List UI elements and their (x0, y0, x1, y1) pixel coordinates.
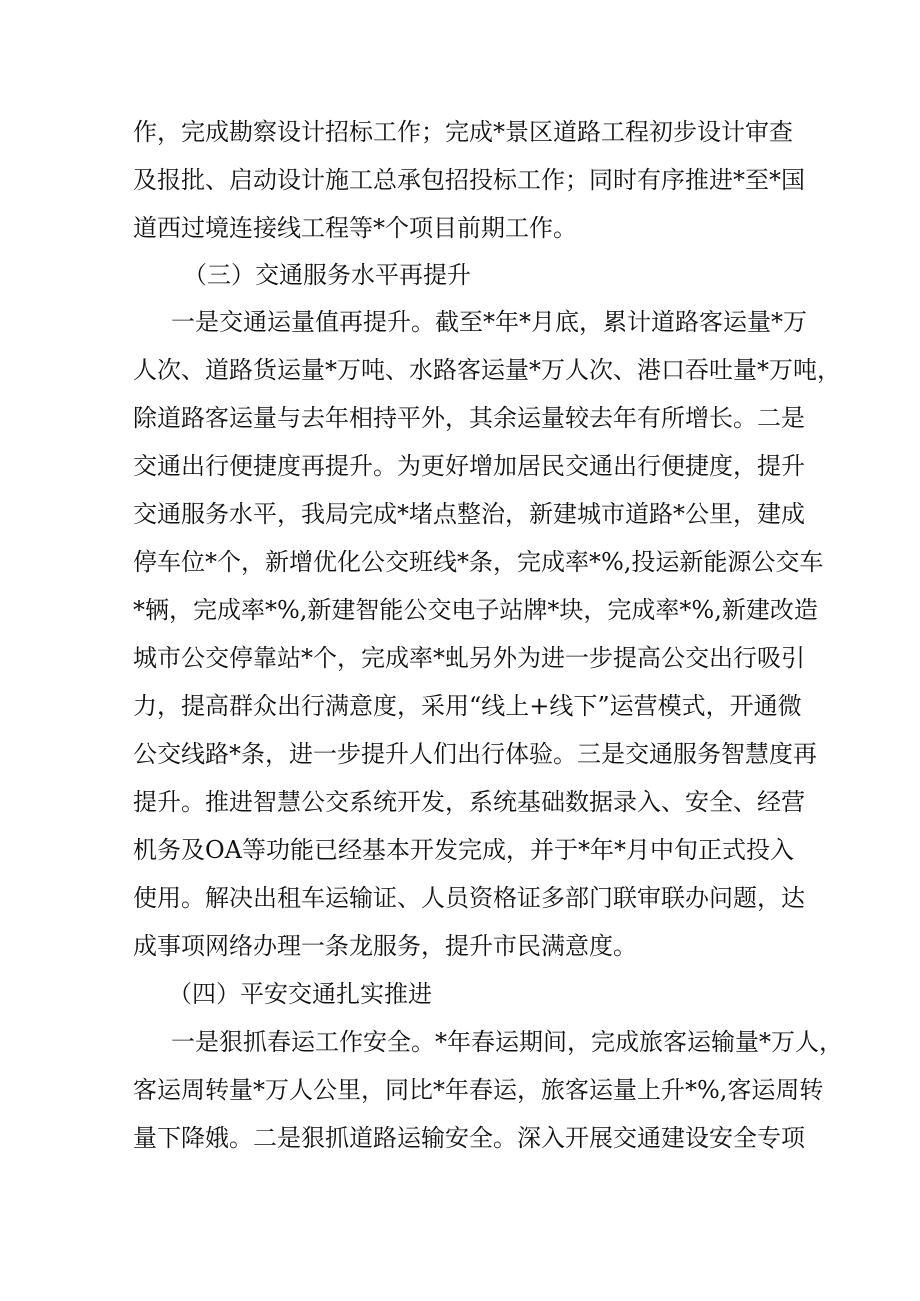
paragraph-line: *辆，完成率*%,新建智能公交电子站牌*块，完成率*%,新建改造 (133, 596, 818, 624)
paragraph-line: 除道路客运量与去年相持平外，其余运量较去年有所增长。二是 (133, 404, 805, 432)
paragraph-line: 作，完成勘察设计招标工作；完成*景区道路工程初步设计审查 (133, 118, 793, 146)
paragraph-line: 提升。推进智慧公交系统开发，系统基础数据录入、安全、经营 (133, 788, 805, 816)
paragraph-line: 机务及OA等功能已经基本开发完成，并于*年*月中旬正式投入 (133, 836, 795, 864)
paragraph-line: 公交线路*条，进一步提升人们出行体验。三是交通服务智慧度再 (133, 740, 817, 768)
paragraph-line: 使用。解决出租车运输证、人员资格证多部门联审联办问题，达 (133, 884, 805, 912)
paragraph-line: 力，提高群众出行满意度，采用“线上+线下”运营模式，开通微 (133, 692, 802, 720)
paragraph-line: 量下降娥。二是狠抓道路运输安全。深入开展交通建设安全专项 (133, 1124, 805, 1152)
section-heading: （四）平安交通扎实推进 (168, 980, 432, 1008)
paragraph-line: 交通服务水平，我局完成*堵点整治，新建城市道路*公里，建成 (133, 500, 805, 528)
paragraph-line: 成事项网络办理一条龙服务，提升市民满意度。 (133, 932, 637, 960)
paragraph-line: 道西过境连接线工程等*个项目前期工作。 (133, 214, 577, 242)
paragraph-line: 城市公交停靠站*个，完成率*虬另外为进一步提高公交出行吸引 (133, 644, 805, 672)
paragraph-line: 一是交通运量值再提升。截至*年*月底，累计道路客运量*万 (171, 308, 807, 336)
paragraph-line: 停车位*个，新增优化公交班线*条，完成率*%,投运新能源公交车 (133, 548, 824, 576)
paragraph-line: 客运周转量*万人公里，同比*年春运，旅客运量上升*%,客运周转 (133, 1076, 824, 1104)
paragraph-line: 人次、道路货运量*万吨、水路客运量*万人次、港口吞吐量*万吨， (133, 356, 841, 384)
paragraph-line: 及报批、启动设计施工总承包招投标工作；同时有序推进*至*国 (133, 166, 805, 194)
paragraph-line: 一是狠抓春运工作安全。*年春运期间，完成旅客运输量*万人， (171, 1028, 843, 1056)
paragraph-line: 交通出行便捷度再提升。为更好增加居民交通出行便捷度，提升 (133, 452, 805, 480)
section-heading: （三）交通服务水平再提升 (183, 261, 471, 289)
